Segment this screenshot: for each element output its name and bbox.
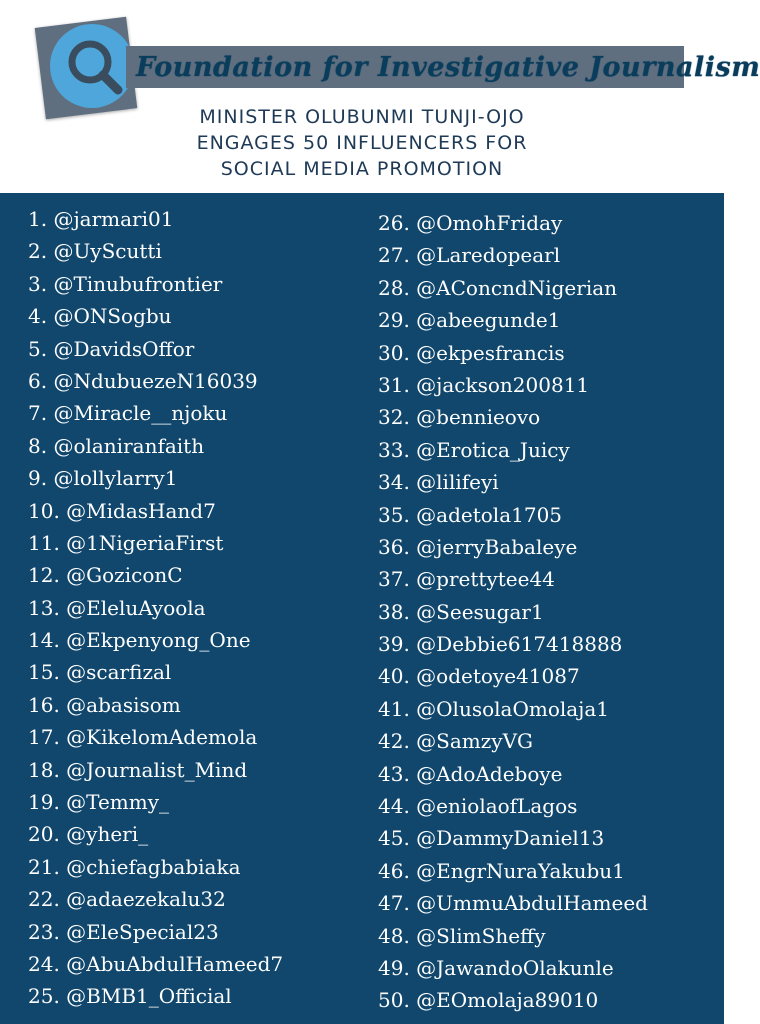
list-item: 14. @Ekpenyong_One — [28, 628, 251, 653]
list-item: 7. @Miracle__njoku — [28, 401, 228, 426]
headline-line: ENGAGES 50 INFLUENCERS FOR — [196, 132, 528, 154]
list-item: 15. @scarfizal — [28, 660, 172, 685]
list-item: 9. @lollylarry1 — [28, 466, 178, 491]
list-item: 13. @EleluAyoola — [28, 595, 206, 620]
list-item: 31. @jackson200811 — [378, 372, 590, 397]
magnifier-icon — [40, 14, 140, 114]
list-item: 39. @Debbie617418888 — [378, 632, 623, 657]
list-item: 5. @DavidsOffor — [28, 336, 195, 361]
list-item: 3. @Tinubufrontier — [28, 271, 223, 296]
list-item: 1. @jarmari01 — [28, 207, 174, 231]
list-item: 26. @OmohFriday — [378, 211, 563, 235]
headline-line: SOCIAL MEDIA PROMOTION — [220, 158, 504, 180]
header — [0, 0, 760, 193]
list-item: 28. @AConcndNigerian — [378, 275, 618, 300]
list-item: 22. @adaezekalu32 — [28, 887, 226, 912]
list-item: 44. @eniolaofLagos — [378, 794, 578, 819]
list-item: 34. @lilifeyi — [378, 470, 499, 495]
list-item: 33. @Erotica_Juicy — [378, 437, 570, 462]
headline — [0, 104, 724, 182]
list-item: 35. @adetola1705 — [378, 502, 563, 527]
list-item: 50. @EOmolaja89010 — [378, 988, 599, 1013]
influencer-list-right — [378, 207, 648, 1017]
headline-line: MINISTER OLUBUNMI TUNJI-OJO — [199, 106, 525, 128]
list-item: 24. @AbuAbdulHameed7 — [28, 951, 284, 976]
list-item: 47. @UmmuAbdulHameed — [378, 891, 648, 916]
list-item: 18. @Journalist_Mind — [28, 757, 248, 782]
list-item: 16. @abasisom — [28, 692, 181, 717]
list-item: 43. @AdoAdeboye — [378, 761, 563, 786]
influencer-list-left — [28, 203, 283, 1013]
list-item: 8. @olaniranfaith — [28, 433, 205, 458]
list-item: 36. @jerryBabaleye — [378, 534, 578, 559]
list-item: 45. @DammyDaniel13 — [378, 826, 605, 851]
list-item: 6. @NdubuezeN16039 — [28, 368, 258, 393]
list-item: 27. @Laredopearl — [378, 243, 561, 268]
list-item: 32. @bennieovo — [378, 405, 541, 430]
brand-bar — [126, 46, 760, 88]
list-item: 19. @Temmy_ — [28, 790, 170, 815]
list-item: 29. @abeegunde1 — [378, 308, 561, 333]
list-item: 48. @SlimSheffy — [378, 923, 546, 948]
list-item: 23. @EleSpecial23 — [28, 919, 219, 944]
list-item: 40. @odetoye41087 — [378, 664, 580, 689]
list-item: 11. @1NigeriaFirst — [28, 530, 224, 555]
list-item: 41. @OlusolaOmolaja1 — [378, 696, 610, 721]
list-item: 21. @chiefagbabiaka — [28, 854, 241, 879]
list-item: 17. @KikelomAdemola — [28, 725, 258, 750]
list-item: 42. @SamzyVG — [378, 729, 534, 754]
list-item: 38. @Seesugar1 — [378, 599, 544, 624]
list-item: 30. @ekpesfrancis — [378, 340, 565, 365]
list-item: 49. @JawandoOlakunle — [378, 955, 614, 980]
list-item: 12. @GoziconC — [28, 563, 183, 588]
brand-name: Foundation for Investigative Journalism — [136, 51, 760, 83]
list-item: 25. @BMB1_Official — [28, 984, 232, 1009]
list-item: 37. @prettytee44 — [378, 567, 555, 592]
list-item: 10. @MidasHand7 — [28, 498, 216, 523]
list-item: 4. @ONSogbu — [28, 304, 172, 329]
list-item: 2. @UyScutti — [28, 239, 162, 264]
list-item: 46. @EngrNuraYakubu1 — [378, 858, 625, 883]
list-item: 20. @yheri_ — [28, 822, 149, 847]
